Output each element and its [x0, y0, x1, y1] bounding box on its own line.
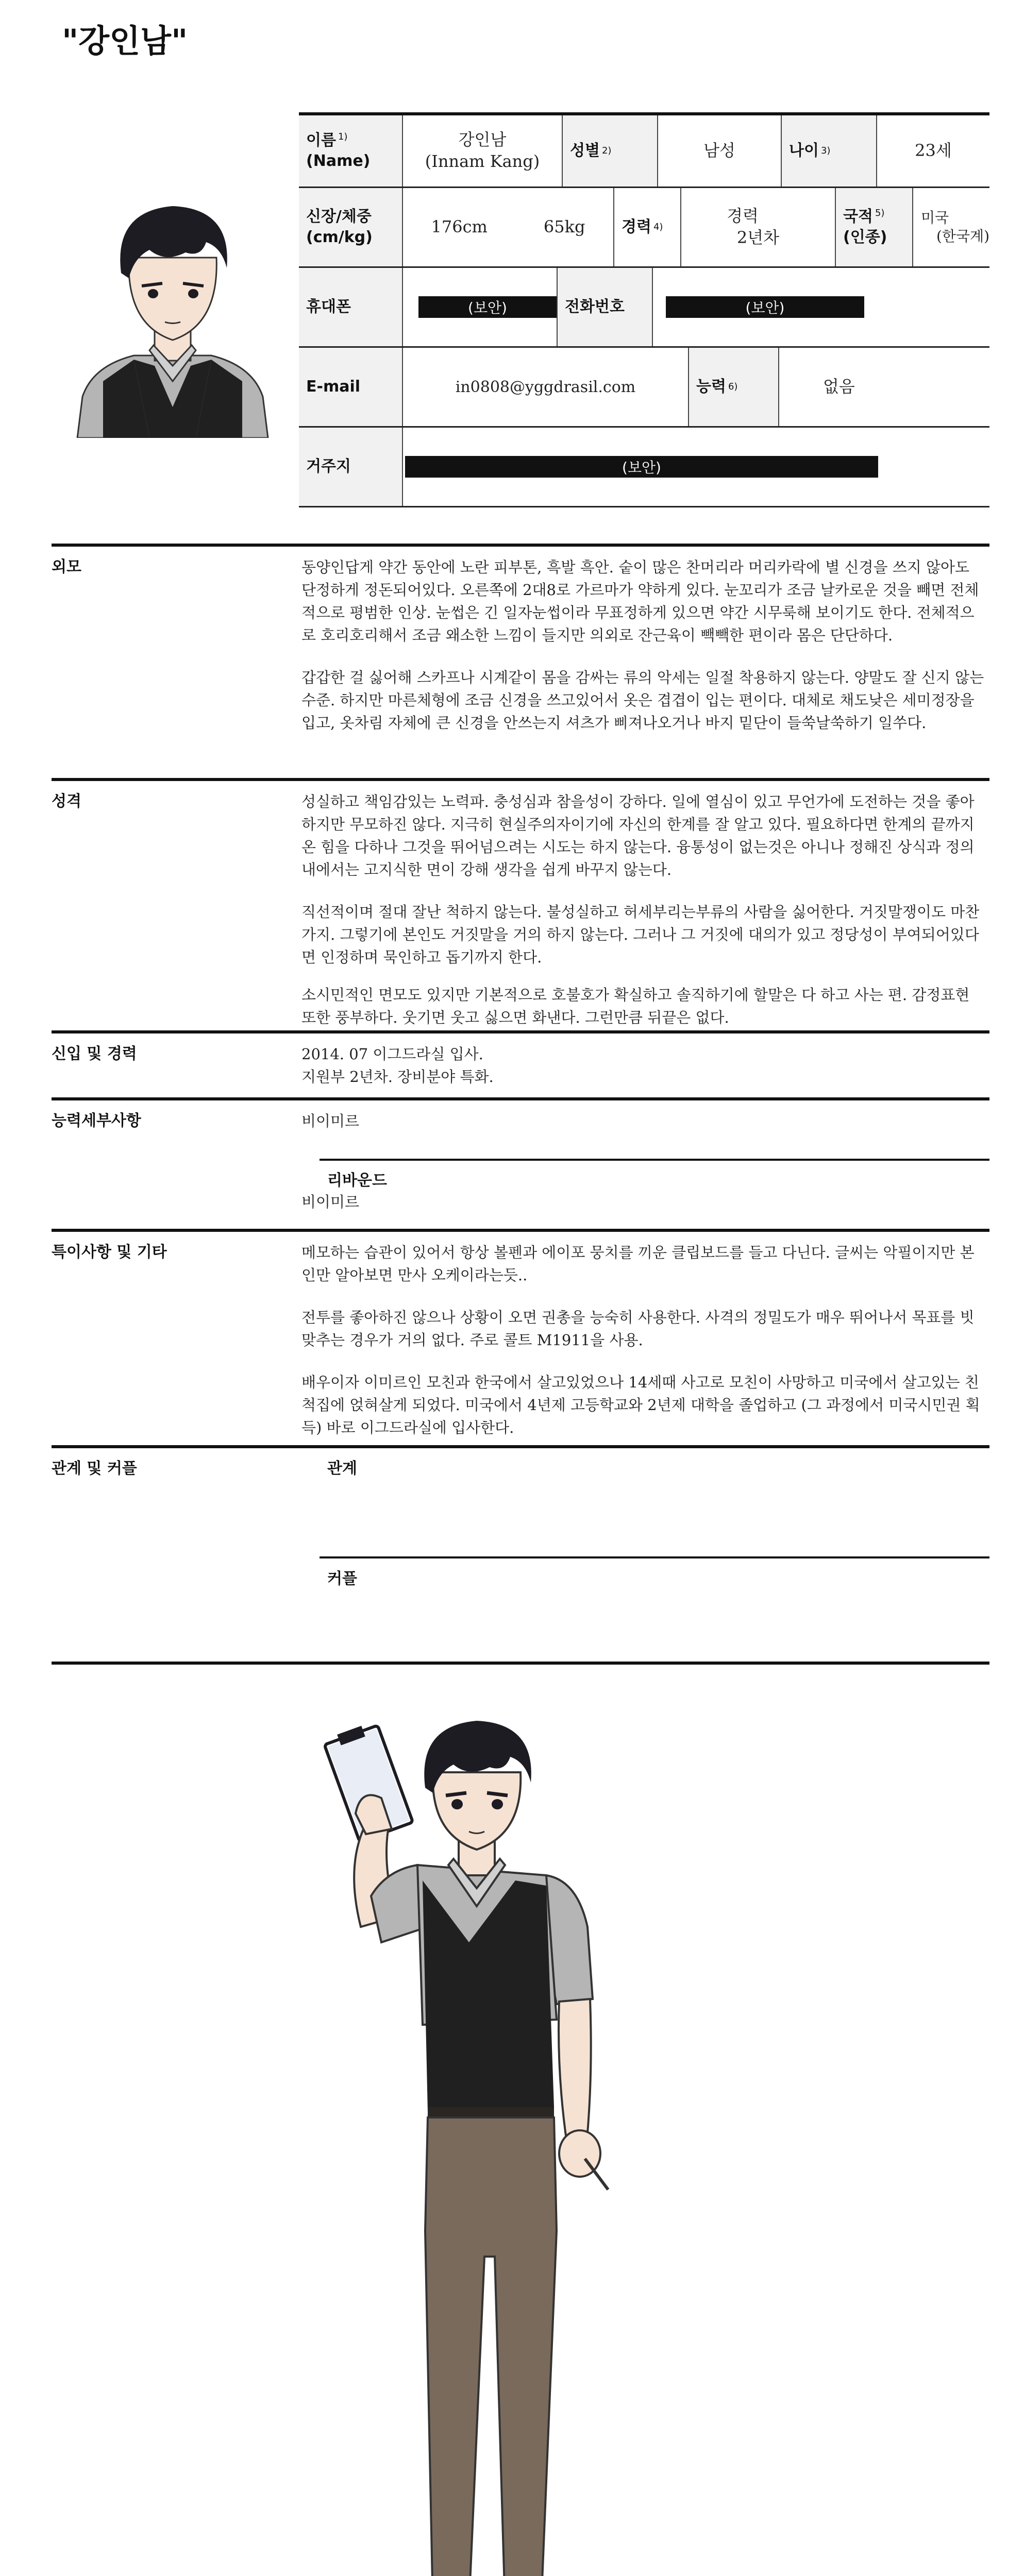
age-label-cell: [781, 115, 876, 187]
name-footnote: 1): [338, 131, 348, 142]
couple-sub-head: 커플: [327, 1570, 357, 1588]
name-label: 이름: [306, 131, 336, 149]
body-label: 신장/체중: [306, 207, 372, 226]
personality-paragraph-2: 직선적이며 절대 잘난 척하지 않는다. 불성실하고 허세부리는부류의 사람을 싫어한다. 거짓말쟁이도 마찬가지. 그렇기에 본인도 거짓말을 거의 하지 않는다. 그러나 그 거짓에 대의가 있고 정당성이 부여되어있다면 인정하며 묵인하고 돕기까지 한다.: [301, 903, 980, 967]
appearance-body: [301, 556, 987, 754]
ability-label: 능력: [696, 377, 726, 396]
name-value: 강인남: [458, 130, 507, 150]
ability-detail-label: 능력세부사항: [52, 1112, 141, 1130]
career-value-1: 경력: [727, 206, 759, 226]
body-value-cell: [402, 188, 613, 266]
career-value-2: 2년차: [736, 228, 780, 247]
couple-divider: [320, 1556, 989, 1558]
phone-value-cell: [402, 268, 557, 346]
gender-label-cell: [562, 115, 657, 187]
entry-body: [301, 1043, 987, 1088]
section-notes: [52, 1229, 989, 1445]
notes-label: 특이사항 및 기타: [52, 1243, 167, 1261]
appearance-label: 외모: [52, 558, 81, 576]
age-footnote: 3): [820, 145, 831, 156]
gender-value: 남성: [657, 115, 781, 187]
nation-label: 국적: [843, 207, 873, 226]
section-entry: [52, 1030, 989, 1097]
personality-body: [301, 790, 987, 1048]
end-rule: [52, 1662, 989, 1665]
ability-detail-value-1: 비이미르: [301, 1112, 360, 1130]
name-value-cell: [402, 115, 562, 187]
nation-value-cell: [912, 188, 989, 266]
name-value-en: (Innam Kang): [425, 151, 540, 171]
tel-value: (보안): [666, 296, 864, 318]
height-value: 176cm: [431, 217, 488, 237]
page-title: "강인남": [62, 22, 188, 60]
section-appearance: [52, 544, 989, 778]
entry-line-1: 2014. 07 이그드라실 입사.: [301, 1045, 483, 1063]
name-label-en: (Name): [306, 152, 371, 170]
gender-footnote: 2): [601, 145, 612, 156]
address-value: (보안): [405, 456, 878, 478]
ability-detail-divider: [320, 1159, 989, 1161]
notes-body: [301, 1241, 987, 1459]
nation-value-2: (한국계): [936, 228, 989, 245]
gender-label: 성별: [570, 141, 600, 160]
body-label-unit: (cm/kg): [306, 228, 373, 246]
career-value-cell: [680, 188, 835, 266]
profile-row-address: [299, 428, 989, 507]
profile-table: [299, 112, 989, 507]
notes-paragraph-2: 전투를 좋아하진 않으나 상황이 오면 권총을 능숙히 사용한다. 사격의 정밀도가 매우 뛰어나서 목표를 빗맞추는 경우가 거의 없다. 주로 콜트 M1911을 사용.: [301, 1309, 975, 1349]
address-value-cell: [402, 428, 989, 506]
weight-value: 65kg: [543, 217, 585, 237]
profile-row-email: [299, 348, 989, 428]
section-ability-detail: [52, 1097, 989, 1229]
email-label: E-mail: [299, 348, 402, 426]
tel-label: 전화번호: [557, 268, 652, 346]
profile-row-phone: [299, 268, 989, 348]
entry-line-2: 지원부 2년차. 장비분야 특화.: [301, 1068, 494, 1086]
personality-paragraph-3: 소시민적인 면모도 있지만 기본적으로 호불호가 확실하고 솔직하기에 할말은 다 하고 사는 편. 감정표현 또한 풍부하다. 웃기면 웃고 싫으면 화낸다. 그런만큼 뒤끝은 없다.: [301, 986, 970, 1026]
nation-value-1: 미국: [921, 209, 949, 226]
phone-value: (보안): [418, 296, 557, 318]
career-footnote: 4): [653, 221, 663, 232]
appearance-paragraph-1: 동양인답게 약간 동안에 노란 피부톤, 흑발 흑안. 숱이 많은 찬머리라 머리카락에 별 신경을 쓰지 않아도 단정하게 정돈되어있다. 오른쪽에 2대8로 가르마가 약하게 있다. 눈꼬리가 조금 날카로운 것을 빼면 전체적으로 평범한 인상. 눈썹은 긴 일자눈썹이라 무표정하게 있으면 약간 시무룩해 보이기도 한다. 전체적으로 호리호리해서 조금 왜소한 느낌이 들지만 의외로 잔근육이 빽빽한 편이라 몸은 단단하다.: [301, 558, 979, 645]
personality-label: 성격: [52, 792, 81, 810]
portrait-illustration: [72, 196, 273, 438]
email-value: in0808@yggdrasil.com: [402, 348, 688, 426]
section-personality: [52, 778, 989, 1030]
nation-footnote: 5): [875, 207, 885, 218]
section-relations: [52, 1445, 989, 1662]
body-label-cell: [299, 188, 402, 266]
full-body-illustration: [299, 1710, 660, 2576]
profile-row-name: [299, 112, 989, 188]
profile-row-body: [299, 188, 989, 268]
age-label: 나이: [789, 141, 819, 160]
age-value: 23세: [876, 115, 989, 187]
ability-footnote: 6): [728, 381, 738, 392]
name-label-cell: [299, 115, 402, 187]
appearance-paragraph-2: 갑갑한 걸 싫어해 스카프나 시계같이 몸을 감싸는 류의 악세는 일절 착용하지 않는다. 양말도 잘 신지 않는 수준. 하지만 마른체형에 조금 신경을 쓰고있어서 옷은 겹겹이 입는 편이다. 대체로 채도낮은 세미정장을 입고, 옷차림 자체에 큰 신경을 안쓰는지 셔츠가 삐져나오거나 바지 밑단이 들쑥날쑥하기 일쑤다.: [301, 669, 984, 732]
notes-paragraph-3: 배우이자 이미르인 모친과 한국에서 살고있었으나 14세때 사고로 모친이 사망하고 미국에서 살고있는 친척집에 얹혀살게 되었다. 미국에서 4년제 고등학교와 2년제 대학을 졸업하고 (그 과정에서 미국시민권 획득) 바로 이그드라실에 입사한다.: [301, 1374, 980, 1437]
ability-value: 없음: [778, 348, 989, 426]
relations-label: 관계 및 커플: [52, 1460, 137, 1478]
personality-paragraph-1: 성실하고 책임감있는 노력파. 충성심과 참을성이 강하다. 일에 열심이 있고 무언가에 도전하는 것을 좋아하지만 무모하진 않다. 지극히 현실주의자이기에 자신의 한계를 잘 알고 있다. 필요하다면 한계의 끝까지 온 힘을 다하나 그것을 뛰어넘으려는 시도는 하지 않는다. 융통성이 없는것은 아니나 정해진 상식과 정의 내에서는 고지식한 면이 강해 생각을 쉽게 바꾸지 않는다.: [301, 793, 975, 879]
relations-sub-head: 관계: [327, 1460, 357, 1478]
entry-label: 신입 및 경력: [52, 1045, 137, 1063]
ability-label-cell: [688, 348, 778, 426]
nation-label-cell: [835, 188, 912, 266]
nation-label-2: (인종): [843, 228, 887, 246]
ability-detail-sub-head: 리바운드: [327, 1172, 387, 1190]
address-label: 거주지: [299, 428, 402, 506]
ability-detail-value-2: 비이미르: [301, 1193, 360, 1211]
tel-value-cell: [652, 268, 989, 346]
notes-paragraph-1: 메모하는 습관이 있어서 항상 볼펜과 에이포 뭉치를 끼운 클립보드를 들고 다닌다. 글씨는 악필이지만 본인만 알아보면 만사 오케이라는듯..: [301, 1244, 975, 1284]
phone-label: 휴대폰: [299, 268, 402, 346]
career-label-cell: [613, 188, 680, 266]
career-label: 경력: [622, 217, 651, 236]
